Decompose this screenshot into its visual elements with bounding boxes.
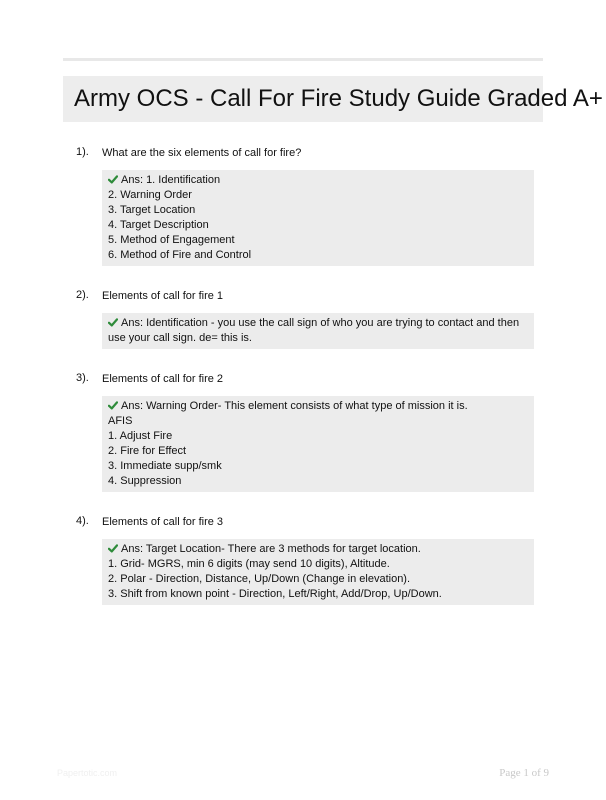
checkmark-icon: [108, 401, 118, 410]
answer-line: 3. Shift from known point - Direction, Left/Right, Add/Drop, Up/Down.: [108, 588, 442, 600]
answer-line: [108, 316, 528, 346]
document-title: Army OCS - Call For Fire Study Guide Graded A+: [74, 85, 603, 112]
answer-line: [108, 542, 528, 557]
checkmark-icon: [108, 544, 118, 553]
answer-line: 3. Target Location: [108, 204, 196, 216]
answer-line: 4. Target Description: [108, 219, 209, 231]
question-number: 2).: [76, 289, 89, 301]
answer-line: 4. Suppression: [108, 475, 182, 487]
answer-text: Ans: Identification - you use the call sign of who you are trying to contact and then use your call sign. de= this is.: [108, 317, 520, 344]
title-banner: [63, 76, 603, 122]
page-indicator: Page 1 of 9: [499, 767, 549, 779]
answer-box: [102, 396, 534, 492]
answer-line: [108, 399, 528, 414]
footer-watermark: Papertotic.com: [57, 768, 118, 778]
answer-line: 1. Adjust Fire: [108, 430, 173, 442]
checkmark-icon: [108, 175, 118, 184]
answer-line: 2. Polar - Direction, Distance, Up/Down (Change in elevation).: [108, 573, 411, 585]
question-number: 3).: [76, 372, 89, 384]
answer-line: 1. Grid- MGRS, min 6 digits (may send 10 digits), Altitude.: [108, 558, 390, 570]
answer-line: 5. Method of Engagement: [108, 234, 235, 246]
answer-line: [108, 173, 528, 188]
answer-line: AFIS: [108, 415, 133, 427]
answer-text: Ans: Target Location- There are 3 methods for target location.: [121, 543, 421, 555]
question-text: Elements of call for fire 1: [102, 290, 224, 302]
answer-line: 3. Immediate supp/smk: [108, 460, 222, 472]
answer-box: [102, 313, 534, 349]
answer-text: Ans: Warning Order- This element consists of what type of mission it is.: [121, 400, 468, 412]
answer-line: 6. Method of Fire and Control: [108, 249, 252, 261]
checkmark-icon: [108, 318, 118, 327]
answer-box: [102, 170, 534, 266]
top-divider: [63, 58, 543, 61]
question-number: 1).: [76, 146, 89, 158]
answer-line: 2. Fire for Effect: [108, 445, 187, 457]
question-text: What are the six elements of call for fire?: [102, 147, 302, 159]
question-text: Elements of call for fire 3: [102, 516, 224, 528]
answer-text: Ans: 1. Identification: [121, 174, 221, 186]
question-number: 4).: [76, 515, 89, 527]
question-text: Elements of call for fire 2: [102, 373, 224, 385]
answer-line: 2. Warning Order: [108, 189, 192, 201]
answer-box: [102, 539, 534, 605]
